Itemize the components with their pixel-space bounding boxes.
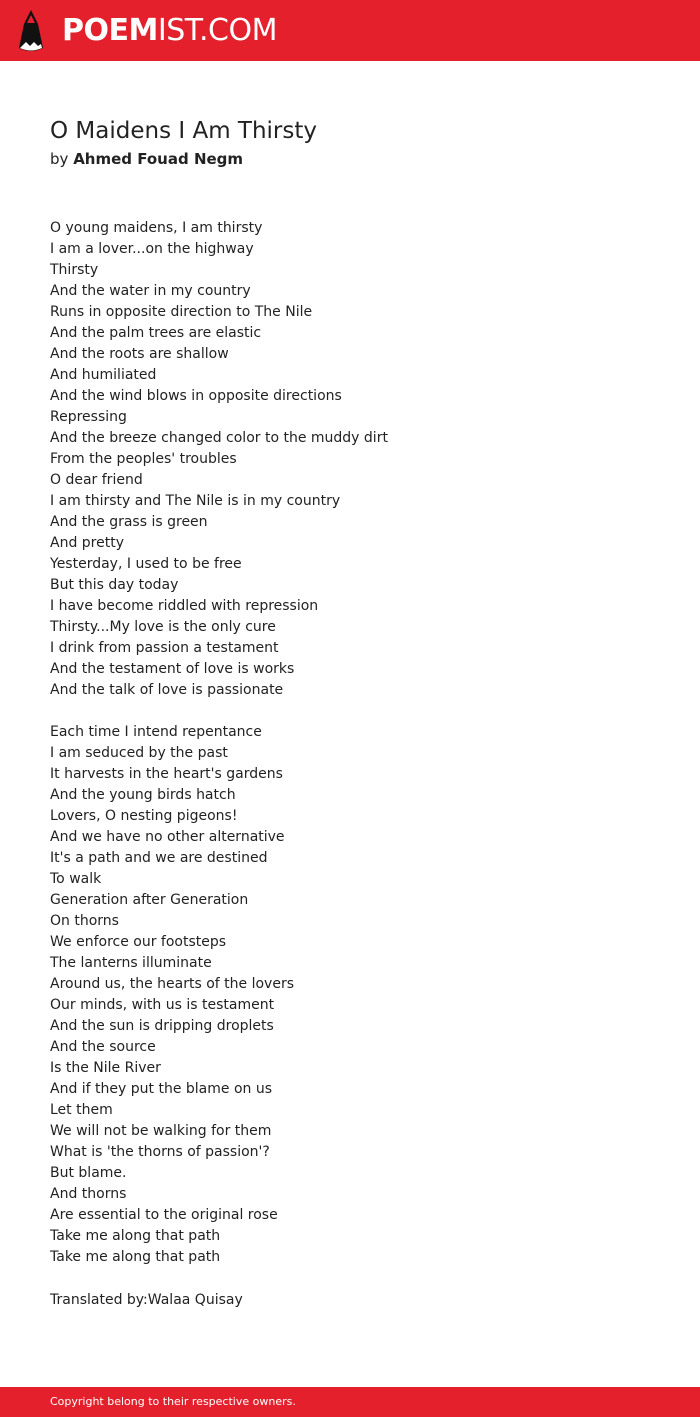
poem-stanza: [50, 722, 650, 1268]
poem-line: Are essential to the original rose: [50, 1207, 278, 1223]
poem-line: Runs in opposite direction to The Nile: [50, 304, 313, 320]
poem-line: And the grass is green: [50, 514, 208, 530]
poem-line: The lanterns illuminate: [50, 955, 212, 971]
poem-line: Each time I intend repentance: [50, 724, 262, 740]
poem-line: And humiliated: [50, 367, 157, 383]
poem-line: Yesterday, I used to be free: [50, 556, 242, 572]
poem-line: I drink from passion a testament: [50, 640, 279, 656]
poem-line: Lovers, O nesting pigeons!: [50, 808, 238, 824]
site-logo[interactable]: [62, 13, 277, 49]
poem-line: But blame.: [50, 1165, 127, 1181]
poem-line: We enforce our footsteps: [50, 934, 227, 950]
poem-line: And thorns: [50, 1186, 127, 1202]
poem-line: O young maidens, I am thirsty: [50, 220, 263, 236]
by-prefix: by: [50, 150, 69, 168]
poem-line: Is the Nile River: [50, 1060, 161, 1076]
poem-line: I have become riddled with repression: [50, 598, 319, 614]
poem-line: And the breeze changed color to the muddy dirt: [50, 430, 388, 446]
poem-line: Thirsty...My love is the only cure: [50, 619, 276, 635]
pencil-icon[interactable]: [18, 10, 44, 52]
poem-line: And the sun is dripping droplets: [50, 1018, 274, 1034]
poem-line: And if they put the blame on us: [50, 1081, 273, 1097]
logo-bold-part: POEM: [62, 13, 158, 48]
poem-line: Around us, the hearts of the lovers: [50, 976, 294, 992]
poem-line: And the water in my country: [50, 283, 251, 299]
poem-line: Take me along that path: [50, 1249, 221, 1265]
poem-line: And the source: [50, 1039, 156, 1055]
poem-line: I am a lover...on the highway: [50, 241, 254, 257]
poem-line: And the young birds hatch: [50, 787, 236, 803]
poem-line: Take me along that path: [50, 1228, 221, 1244]
copyright-text: Copyright belong to their respective owners.: [50, 1395, 296, 1408]
poem-line: On thorns: [50, 913, 119, 929]
poem-line: From the peoples' troubles: [50, 451, 237, 467]
poem-line: And the testament of love is works: [50, 661, 295, 677]
poem-line: It's a path and we are destined: [50, 850, 268, 866]
poem-line: To walk: [50, 871, 102, 887]
author-name: Ahmed Fouad Negm: [73, 150, 244, 168]
poem-line: And we have no other alternative: [50, 829, 285, 845]
byline: [50, 148, 243, 170]
poem-stanza: [50, 218, 650, 701]
poem-line: And the talk of love is passionate: [50, 682, 284, 698]
site-header: [0, 0, 700, 61]
poem-line: Thirsty: [50, 262, 99, 278]
poem-title: O Maidens I Am Thirsty: [50, 118, 317, 144]
logo-light-part: IST.COM: [157, 13, 277, 48]
poem-line: It harvests in the heart's gardens: [50, 766, 283, 782]
poem-body: [50, 218, 650, 1289]
poem-line: Let them: [50, 1102, 113, 1118]
poem-line: What is 'the thorns of passion'?: [50, 1144, 270, 1160]
poem-line: Repressing: [50, 409, 127, 425]
poem-line: O dear friend: [50, 472, 143, 488]
poem-line: And the roots are shallow: [50, 346, 229, 362]
poem-line: Our minds, with us is testament: [50, 997, 275, 1013]
poem-line: But this day today: [50, 577, 179, 593]
poem-line: And the palm trees are elastic: [50, 325, 262, 341]
poem-line: And the wind blows in opposite directions: [50, 388, 342, 404]
poem-line: I am seduced by the past: [50, 745, 228, 761]
poem-line: And pretty: [50, 535, 124, 551]
poem-line: We will not be walking for them: [50, 1123, 272, 1139]
poem-line: I am thirsty and The Nile is in my country: [50, 493, 341, 509]
poem-line: Generation after Generation: [50, 892, 249, 908]
translator-credit: Translated by:Walaa Quisay: [50, 1292, 243, 1308]
site-footer: [0, 1387, 700, 1417]
